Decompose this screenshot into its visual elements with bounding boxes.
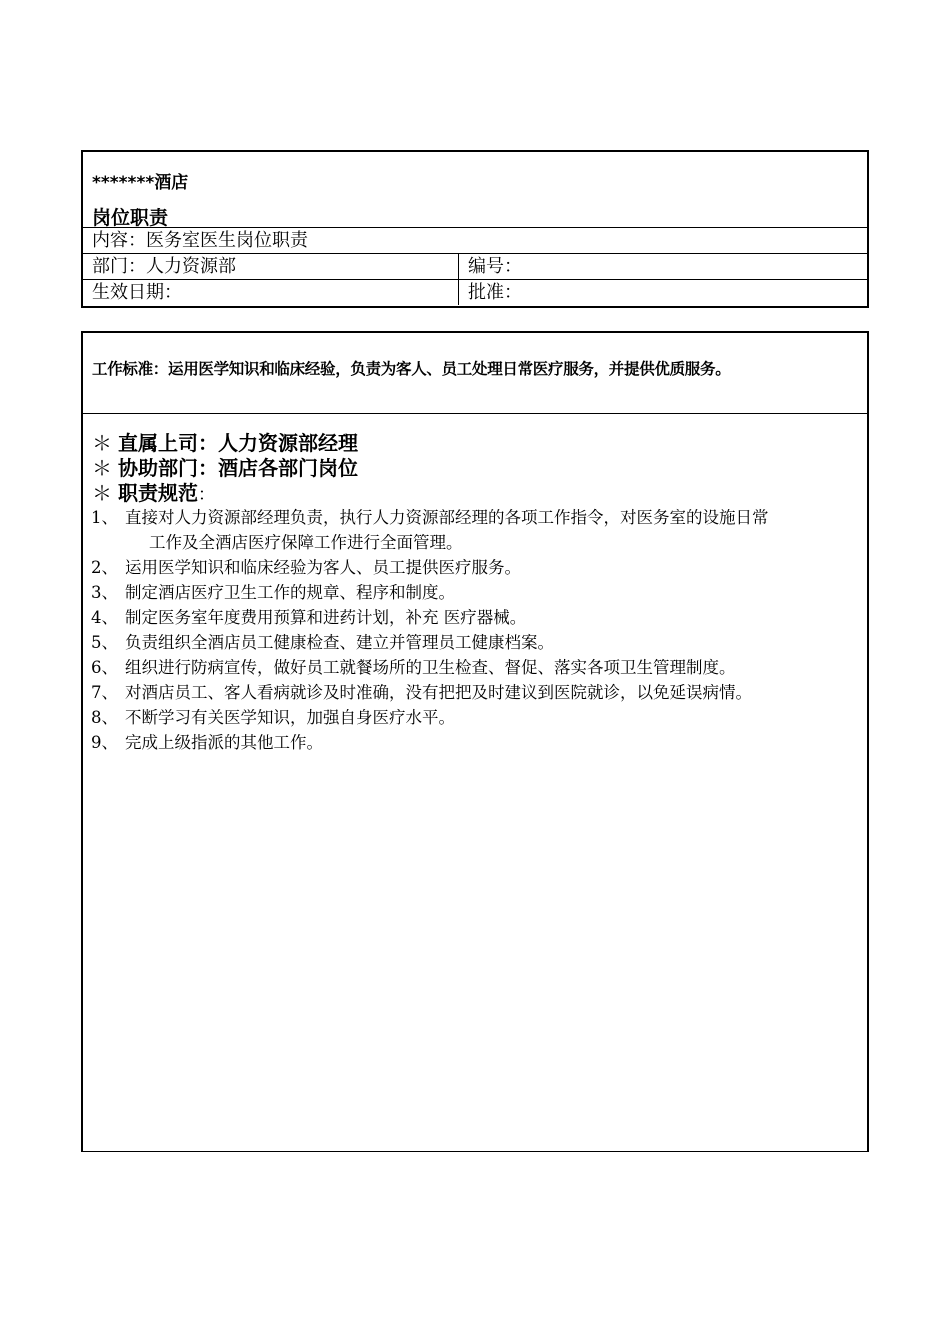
duty-number: 1、	[91, 508, 118, 527]
approval-field: 批准：	[468, 282, 522, 303]
date-row	[83, 280, 867, 305]
job-header-table	[81, 150, 869, 308]
duties-heading	[92, 477, 215, 506]
duty-item	[91, 604, 526, 628]
duty-text: 运用医学知识和临床经验为客人、员工提供医疗服务。	[125, 558, 521, 577]
header-title-cell	[83, 152, 867, 228]
department-field: 部门：人力资源部	[83, 254, 459, 279]
duty-item	[91, 579, 455, 603]
department-row	[83, 254, 867, 280]
star-icon: ＊	[92, 456, 112, 480]
star-icon: ＊	[92, 431, 112, 455]
duty-text: 对酒店员工、客人看病就诊及时准确，没有把把及时建议到医院就诊，以免延误病情。	[125, 683, 752, 702]
duty-item	[91, 554, 521, 578]
duty-item	[91, 654, 736, 678]
duty-text: 完成上级指派的其他工作。	[125, 733, 323, 752]
duty-text: 制定医务室年度费用预算和进药计划，补充 医疗器械。	[125, 608, 527, 627]
duty-text: 直接对人力资源部经理负责，执行人力资源部经理的各项工作指令，对医务室的设施日常	[125, 508, 769, 527]
work-standard-text: 工作标准：运用医学知识和临床经验，负责为客人、员工处理日常医疗服务，并提供优质服务。	[92, 360, 731, 378]
assist-text: 协助部门：酒店各部门岗位	[118, 456, 358, 480]
duty-number: 3、	[91, 583, 118, 602]
number-field: 编号：	[468, 256, 522, 277]
duty-number: 9、	[91, 733, 118, 752]
duty-number: 8、	[91, 708, 118, 727]
duty-text: 负责组织全酒店员工健康检查、建立并管理员工健康档案。	[125, 633, 554, 652]
document-title: 岗位职责	[92, 207, 169, 229]
content-row	[83, 228, 867, 254]
duty-text: 制定酒店医疗卫生工作的规章、程序和制度。	[125, 583, 455, 602]
duty-number: 6、	[91, 658, 118, 677]
duty-continuation: 工作及全酒店医疗保障工作进行全面管理。	[149, 533, 463, 552]
duty-number: 4、	[91, 608, 118, 627]
duty-number: 5、	[91, 633, 118, 652]
duty-text: 组织进行防病宣传，做好员工就餐场所的卫生检查、督促、落实各项卫生管理制度。	[125, 658, 736, 677]
job-body-table	[81, 331, 869, 1152]
duties-heading-text: 职责规范	[118, 481, 198, 505]
duty-number: 7、	[91, 683, 118, 702]
duty-item	[91, 629, 554, 653]
duty-text: 不断学习有关医学知识，加强自身医疗水平。	[125, 708, 455, 727]
duties-heading-colon: ：	[198, 485, 215, 505]
star-icon: ＊	[92, 481, 112, 505]
effective-date-field: 生效日期：	[83, 280, 459, 305]
duty-item	[91, 704, 455, 728]
duty-item	[91, 729, 323, 753]
work-standard-cell	[83, 333, 867, 414]
content-field: 内容：医务室医生岗位职责	[92, 230, 308, 251]
duty-number: 2、	[91, 558, 118, 577]
duty-item	[91, 679, 752, 703]
hotel-name: *******酒店	[92, 173, 189, 193]
duty-item	[91, 504, 769, 528]
supervisor-text: 直属上司：人力资源部经理	[118, 431, 358, 455]
